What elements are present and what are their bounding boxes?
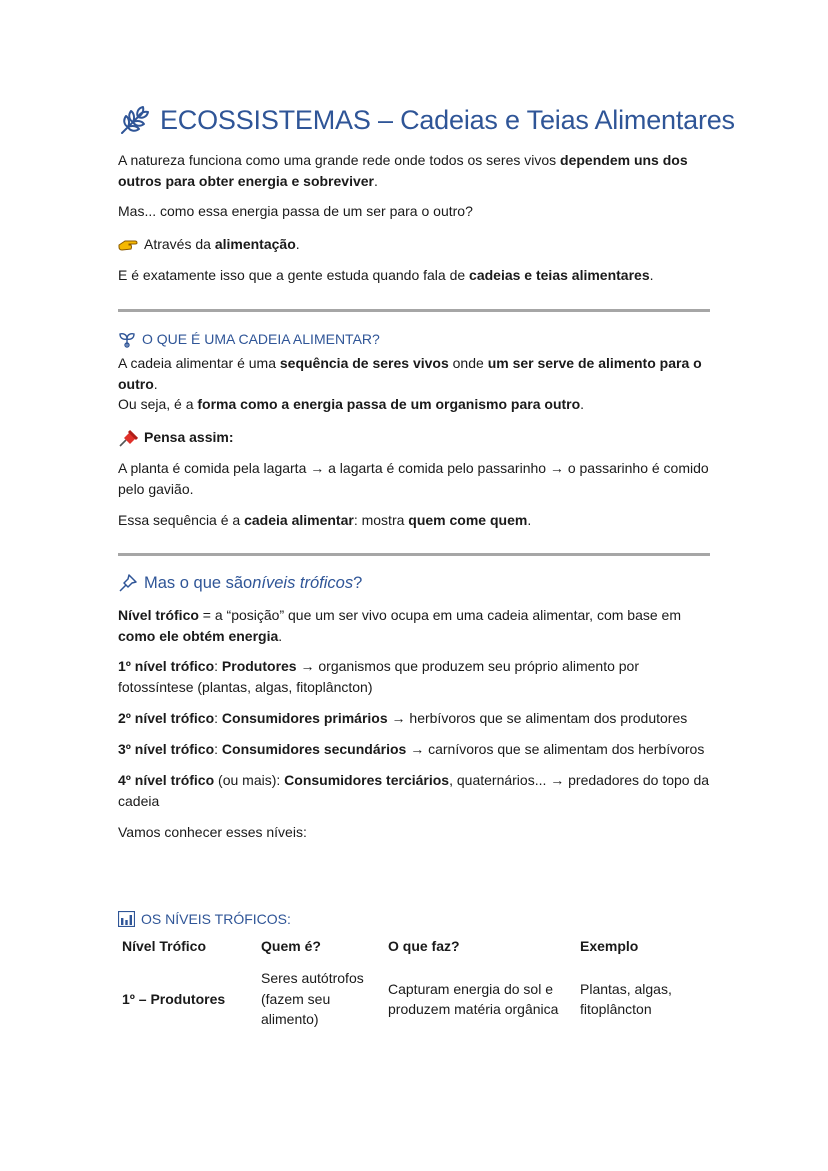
food-chain-explanation: Ou seja, é a forma como a energia passa de um organismo para outro.: [118, 396, 585, 412]
intro-paragraph-2: Mas... como essa energia passa de um ser para o outro?: [118, 203, 473, 219]
section-heading-table: OS NÍVEIS TRÓFICOS:: [118, 911, 291, 927]
think-label: Pensa assim:: [118, 427, 718, 448]
table-header-row: [118, 934, 694, 958]
table-cell: Capturam energia do sol e produzem matéria orgânica: [388, 980, 559, 1017]
closing-text: Vamos conhecer esses níveis:: [118, 824, 307, 840]
trophic-level-3: 3º nível trófico: Consumidores secundários → carnívoros que se alimentam dos herbívoros: [118, 741, 705, 757]
table-cell: Plantas, algas, fitoplâncton: [580, 980, 672, 1017]
section-heading-trophic-levels: Mas o que são níveis tróficos ?: [118, 573, 362, 593]
column-header: Nível Trófico: [122, 938, 207, 954]
title-text: ECOSSISTEMAS – Cadeias e Teias Alimentares: [160, 104, 735, 135]
seedling-icon: [118, 330, 136, 348]
column-header: Exemplo: [580, 938, 639, 954]
section-heading-food-chain: O QUE É UMA CADEIA ALIMENTAR?: [118, 330, 380, 348]
divider: [118, 309, 710, 312]
food-chain-summary: Essa sequência é a cadeia alimentar: mostra quem come quem.: [118, 512, 532, 528]
trophic-levels-table: [118, 934, 694, 1040]
trophic-level-definition: Nível trófico = a “posição” que um ser vivo ocupa em uma cadeia alimentar, com base em como ele obtém energia.: [118, 607, 681, 644]
trophic-level-2: 2º nível trófico: Consumidores primários → herbívoros que se alimentam dos produtores: [118, 710, 688, 726]
bar-chart-icon: [118, 911, 135, 927]
pushpin-outline-icon: [118, 573, 138, 593]
trophic-level-1: 1º nível trófico: Produtores → organismos que produzem seu próprio alimento por fotossíntese (plantas, algas, fitoplâncton): [118, 658, 640, 695]
food-chain-definition: A cadeia alimentar é uma sequência de seres vivos onde um ser serve de alimento para o outro.: [118, 355, 702, 392]
intro-paragraph-3: Através da alimentação.: [118, 234, 718, 255]
wheat-icon: [118, 103, 152, 137]
page-title: [118, 100, 735, 140]
table-cell: 1º – Produtores: [122, 990, 226, 1007]
food-chain-example: A planta é comida pela lagarta → a lagarta é comida pelo passarinho → o passarinho é comido pelo gavião.: [118, 460, 709, 497]
divider: [118, 553, 710, 556]
pushpin-icon: [118, 429, 138, 447]
trophic-level-4: 4º nível trófico (ou mais): Consumidores terciários, quaternários... → predadores do topo da cadeia: [118, 772, 710, 809]
table-row: [118, 958, 694, 1040]
column-header: Quem é?: [261, 938, 321, 954]
column-header: O que faz?: [388, 938, 460, 954]
intro-paragraph-1: A natureza funciona como uma grande rede onde todos os seres vivos dependem uns dos outros para obter energia e sobreviver.: [118, 152, 688, 189]
table-cell: Seres autótrofos (fazem seu alimento): [261, 970, 364, 1028]
intro-paragraph-4: E é exatamente isso que a gente estuda quando fala de cadeias e teias alimentares.: [118, 267, 654, 283]
pointing-hand-icon: [118, 238, 138, 252]
